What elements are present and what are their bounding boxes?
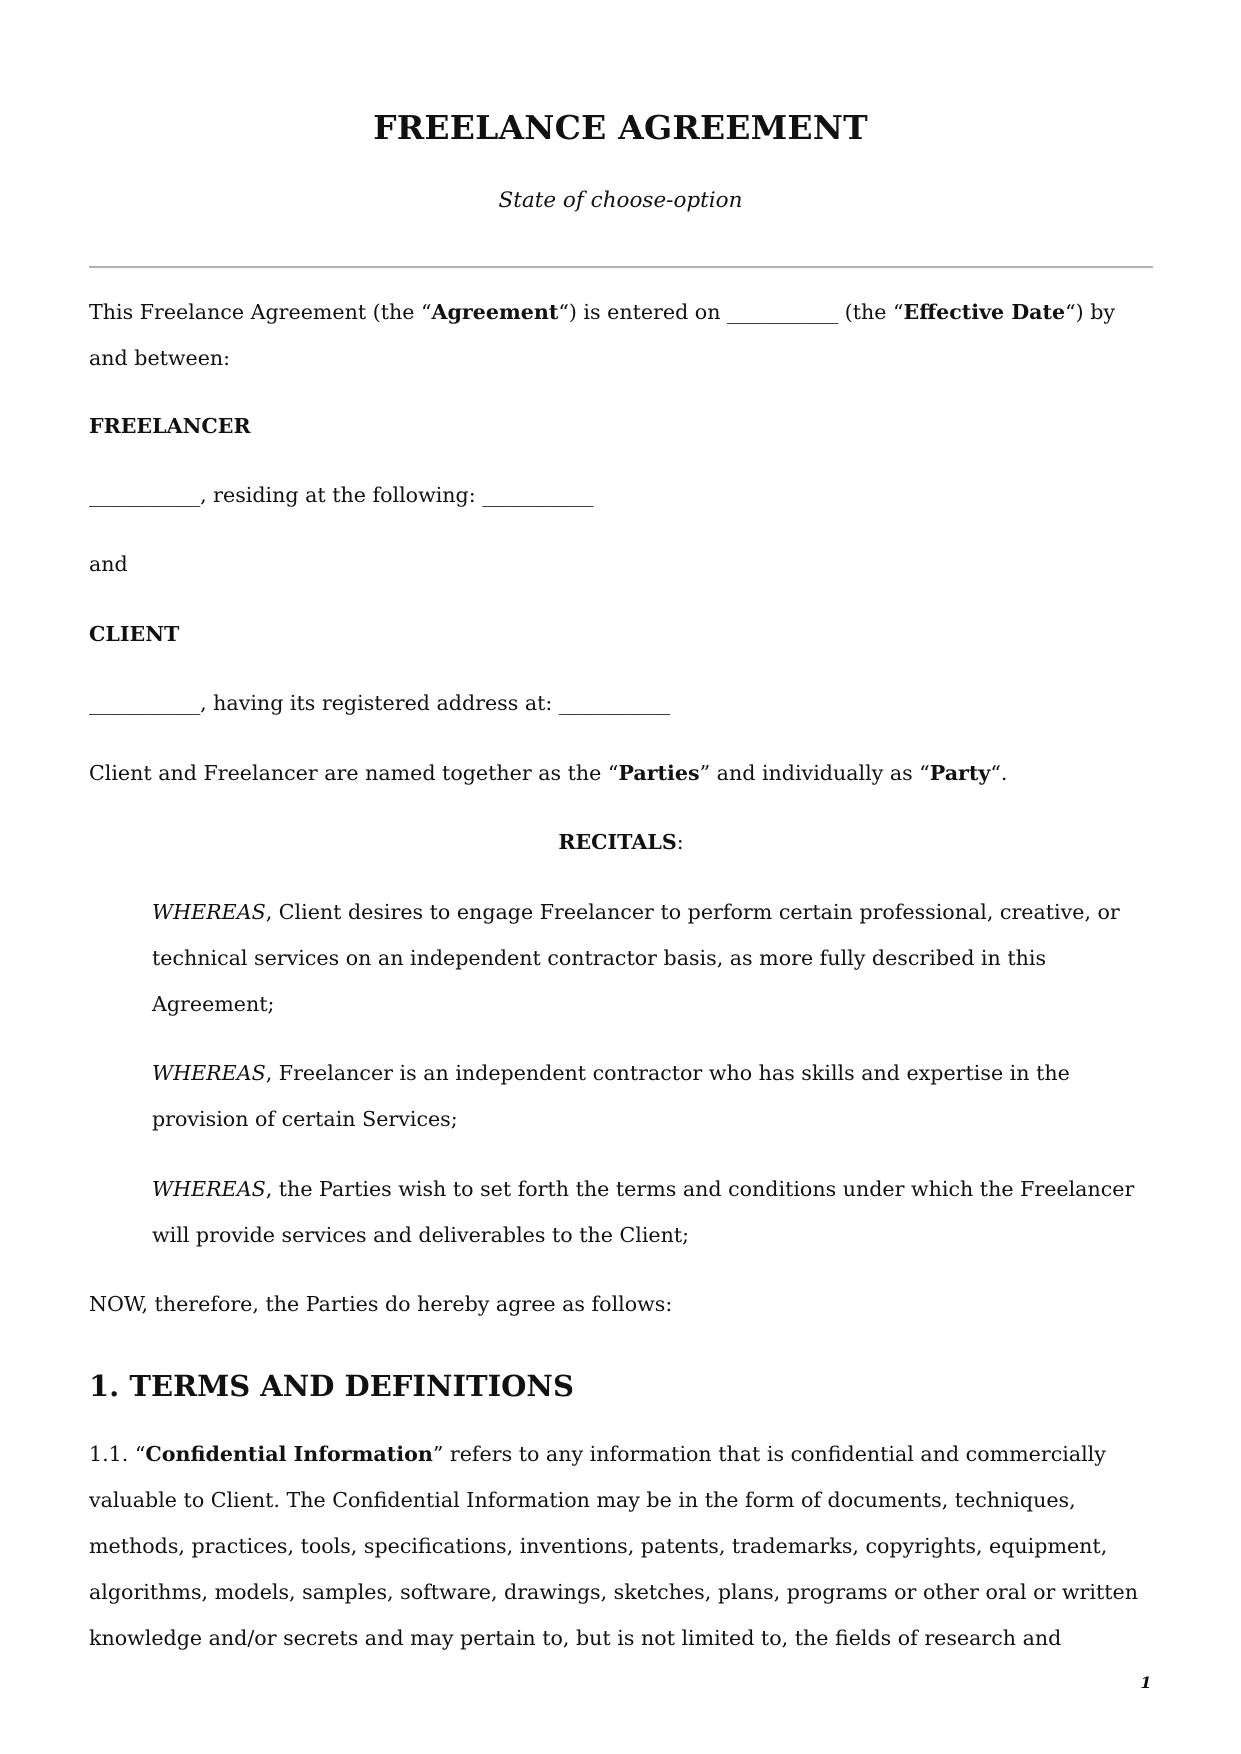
recital-1-line-2: technical services on an independent contractor basis, as more fully described in this [152,946,1047,970]
client-heading [89,611,1153,657]
confidential-information-term: Confidential Information [145,1442,433,1466]
parties-text: Client and Freelancer are named together as the “ [89,761,619,785]
client-details-text: , having its registered address at: [200,691,559,715]
document-title: FREELANCE AGREEMENT [373,108,868,147]
freelancer-details-text: , residing at the following: [200,483,483,507]
and-text: and [89,552,128,576]
whereas-lead: WHEREAS [152,1061,266,1085]
recital-1-line-3: Agreement; [152,992,275,1016]
whereas-lead: WHEREAS [152,1177,266,1201]
agreement-term: Agreement [431,300,559,324]
intro-text: “) by [1065,300,1116,324]
horizontal-divider [89,266,1153,268]
parties-term: Parties [618,761,700,785]
recital-2-line-1 [152,1050,1154,1096]
document-subtitle: State of choose-option [498,188,743,213]
party-term: Party [929,761,991,785]
parties-paragraph [89,750,1153,796]
freelancer-address-blank[interactable]: ___________ [482,483,594,507]
effective-date-blank[interactable]: ___________ [727,300,839,324]
clause-text: ” refers to any information that is confidential and commercially [432,1442,1106,1466]
recitals-heading-text: RECITALS [558,830,677,854]
recitals-colon: : [676,830,684,854]
intro-paragraph-line-1 [89,289,1153,335]
parties-text: “. [990,761,1008,785]
recital-2-line-2: provision of certain Services; [152,1107,458,1131]
recital-3-line-1 [152,1166,1154,1212]
recital-1-line-1 [152,889,1154,935]
recital-text: , the Parties wish to set forth the terms and conditions under which the Freelancer [265,1177,1135,1201]
recitals-heading [89,819,1153,865]
client-heading-text: CLIENT [89,622,180,646]
clause-1-1-line-3: methods, practices, tools, specifications, inventions, patents, trademarks, copyrights, equipment, [89,1534,1108,1558]
clause-1-1-line-5: knowledge and/or secrets and may pertain to, but is not limited to, the fields of research and [89,1626,1062,1650]
freelancer-details [89,472,1153,518]
page-number: 1 [1140,1673,1152,1692]
freelancer-heading [89,403,1153,449]
intro-text: (the “ [838,300,904,324]
section-1-heading: 1. TERMS AND DEFINITIONS [89,1369,574,1403]
whereas-lead: WHEREAS [152,900,266,924]
clause-number: 1.1. “ [89,1442,146,1466]
freelancer-name-blank[interactable]: ___________ [89,483,201,507]
intro-text: “) is entered on [558,300,728,324]
client-address-blank[interactable]: ___________ [558,691,670,715]
parties-text: ” and individually as “ [699,761,930,785]
clause-1-1-line-4: algorithms, models, samples, software, drawings, sketches, plans, programs or other oral or written [89,1580,1138,1604]
recital-3-line-2: will provide services and deliverables to the Client; [152,1223,690,1247]
client-name-blank[interactable]: ___________ [89,691,201,715]
clause-1-1-line-1 [89,1431,1153,1477]
recital-text: , Client desires to engage Freelancer to perform certain professional, creative, or [265,900,1120,924]
freelancer-heading-text: FREELANCER [89,414,251,438]
client-details [89,680,1153,726]
recital-text: , Freelancer is an independent contractor who has skills and expertise in the [265,1061,1070,1085]
intro-text: This Freelance Agreement (the “ [89,300,432,324]
intro-paragraph-line-2: and between: [89,346,231,370]
now-therefore-paragraph: NOW, therefore, the Parties do hereby agree as follows: [89,1292,673,1316]
clause-1-1-line-2: valuable to Client. The Confidential Information may be in the form of documents, techniques, [89,1488,1076,1512]
effective-date-term: Effective Date [903,300,1066,324]
